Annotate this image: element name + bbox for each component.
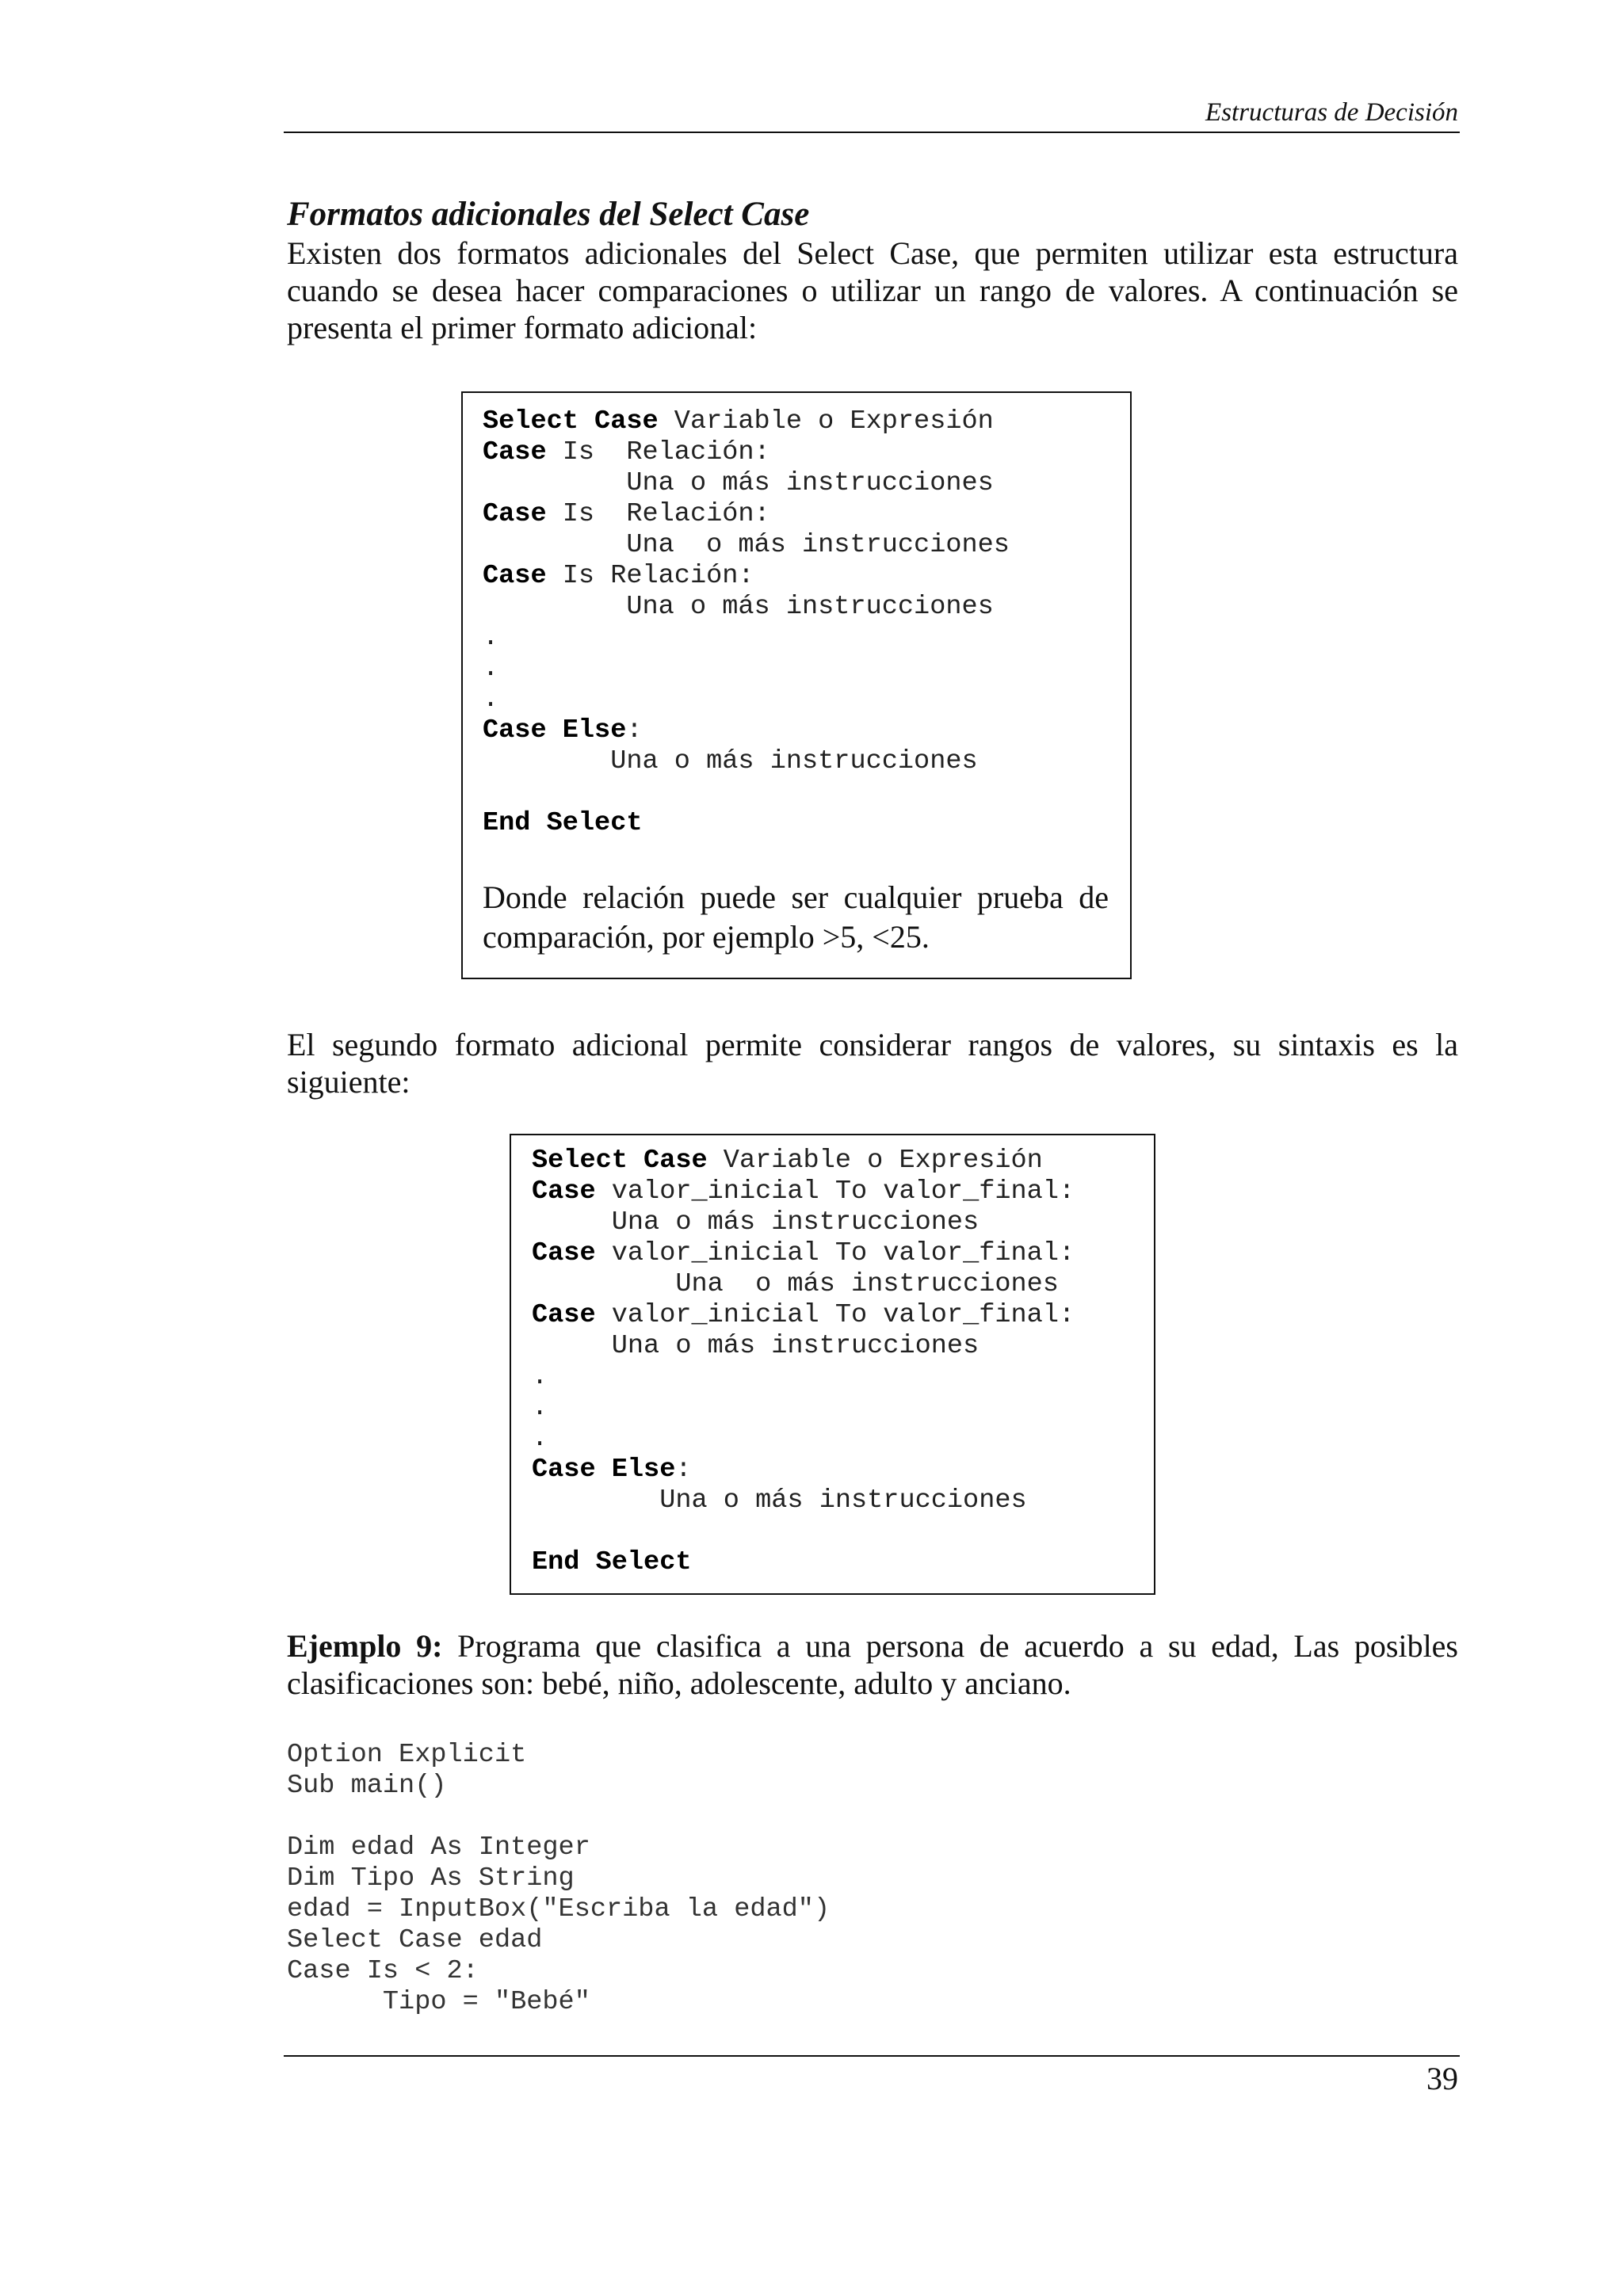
page-number: 39 <box>1426 2061 1458 2096</box>
code-text: valor_inicial To valor_final: <box>595 1300 1075 1330</box>
code-text: Una o más instrucciones <box>483 468 994 498</box>
code-text: . <box>532 1393 548 1423</box>
format2-code <box>532 1146 1075 1578</box>
code-text: : <box>626 715 643 746</box>
code-text: Una o más instrucciones <box>483 746 978 776</box>
code-line <box>532 1269 1075 1300</box>
program-line: Case Is < 2: <box>287 1956 479 1986</box>
code-line <box>483 592 1010 623</box>
code-text: Una o más instrucciones <box>483 592 994 622</box>
code-line <box>483 561 1010 592</box>
code-text: . <box>532 1362 548 1392</box>
code-keyword: End Select <box>532 1547 692 1577</box>
code-keyword: Case <box>483 437 547 467</box>
example-label: Ejemplo 9: <box>287 1628 443 1664</box>
code-line <box>532 1238 1075 1269</box>
code-text: Variable o Expresión <box>707 1146 1043 1176</box>
code-text: Variable o Expresión <box>658 406 994 437</box>
code-line <box>483 530 1010 561</box>
code-line <box>483 715 1010 746</box>
code-line <box>483 499 1010 530</box>
code-text: Una o más instrucciones <box>532 1486 1027 1516</box>
intro-paragraph: Existen dos formatos adicionales del Select Case, que permiten utilizar esta estructura cuando se desea hacer comparaciones o utilizar un rango de valores. A continuación se presenta el primer formato adicional: <box>287 235 1458 345</box>
code-line <box>483 406 1010 437</box>
code-line <box>532 1300 1075 1331</box>
code-keyword: End Select <box>483 808 643 838</box>
format1-code-box <box>461 391 1132 979</box>
code-text: . <box>483 623 499 653</box>
code-line <box>483 808 1010 839</box>
code-line <box>532 1486 1075 1516</box>
code-line <box>483 654 1010 685</box>
code-keyword: Select Case <box>483 406 659 437</box>
code-line <box>532 1331 1075 1362</box>
code-line <box>532 1362 1075 1393</box>
code-keyword: Select Case <box>532 1146 708 1176</box>
code-line <box>532 1424 1075 1455</box>
code-text: valor_inicial To valor_final: <box>595 1177 1075 1207</box>
code-keyword: Case <box>483 499 547 529</box>
code-text: . <box>532 1424 548 1454</box>
code-text: Is Relación: <box>546 499 770 529</box>
code-line <box>532 1393 1075 1424</box>
second-format-paragraph: El segundo formato adicional permite considerar rangos de valores, su sintaxis es la siguiente: <box>287 1027 1458 1100</box>
program-listing <box>287 1740 830 2018</box>
code-text: Una o más instrucciones <box>532 1269 1059 1299</box>
program-line: Sub main() <box>287 1771 447 1801</box>
code-text: . <box>483 654 499 684</box>
program-line <box>287 1802 830 1833</box>
code-line <box>532 1455 1075 1486</box>
code-text: valor_inicial To valor_final: <box>595 1238 1075 1268</box>
code-line <box>532 1207 1075 1238</box>
section-title: Formatos adicionales del Select Case <box>287 196 810 233</box>
code-line <box>483 777 1010 808</box>
header-rule <box>284 132 1460 133</box>
format1-note: Donde relación puede ser cualquier prueba de comparación, por ejemplo >5, <25. <box>483 879 1109 955</box>
code-text: Una o más instrucciones <box>483 530 1010 560</box>
example-paragraph <box>287 1627 1458 1702</box>
code-line <box>483 437 1010 468</box>
code-line <box>483 685 1010 715</box>
format1-code <box>483 406 1010 839</box>
code-line <box>532 1547 1075 1578</box>
code-keyword: Case Else <box>532 1455 676 1485</box>
code-keyword: Case <box>532 1300 596 1330</box>
code-text: Is Relación: <box>546 561 754 591</box>
code-line <box>532 1146 1075 1177</box>
code-keyword: Case <box>532 1177 596 1207</box>
code-keyword: Case <box>532 1238 596 1268</box>
code-line <box>483 468 1010 499</box>
footer-rule <box>284 2055 1460 2057</box>
code-line <box>532 1177 1075 1207</box>
program-line: edad = InputBox("Escriba la edad") <box>287 1894 831 1924</box>
format2-code-box <box>510 1134 1155 1595</box>
program-line: Dim edad As Integer <box>287 1833 590 1863</box>
code-text: : <box>675 1455 692 1485</box>
code-text: . <box>483 685 499 715</box>
code-line <box>532 1516 1075 1547</box>
code-text: Una o más instrucciones <box>532 1331 980 1361</box>
code-keyword: Case Else <box>483 715 627 746</box>
program-line: Select Case edad <box>287 1925 543 1955</box>
code-line <box>483 746 1010 777</box>
example-text: Programa que clasifica a una persona de acuerdo a su edad, Las posibles clasificaciones son: bebé, niño, adolescente, adulto y anciano. <box>287 1628 1459 1701</box>
program-line: Dim Tipo As String <box>287 1863 575 1894</box>
running-header: Estructuras de Decisión <box>1205 98 1458 127</box>
code-text: Una o más instrucciones <box>532 1207 980 1238</box>
program-line: Option Explicit <box>287 1740 527 1770</box>
code-keyword: Case <box>483 561 547 591</box>
program-line: Tipo = "Bebé" <box>287 1987 590 2017</box>
code-line <box>483 623 1010 654</box>
code-text: Is Relación: <box>546 437 770 467</box>
